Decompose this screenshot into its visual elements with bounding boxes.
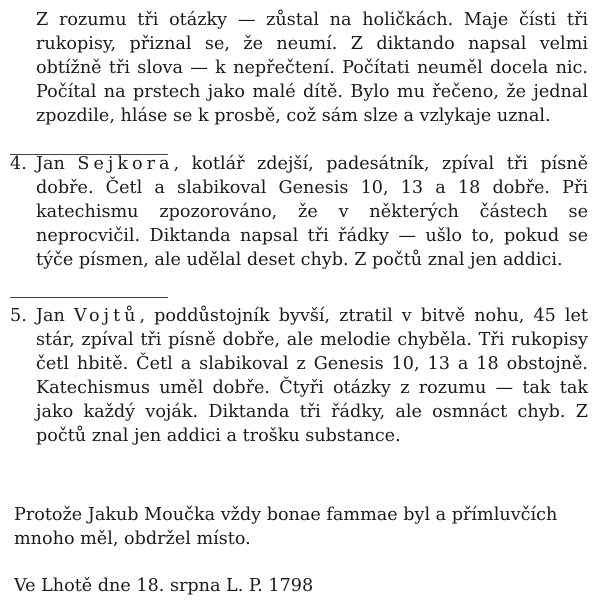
entry-body: [36, 304, 588, 448]
entry-text: , kotlář zdejší, padesátník, zpíval tři písně dobře. Četl a slabikoval Genesis 10, 13 a 18 dobře. Při katechismu zpozorováno, že v některých částech se neprocvičil. Diktanda napsal tři řádky — ušlo to, pokud se týče písmen, ale udělal deset chyb. Z počtů znal jen addici.: [36, 154, 589, 270]
dateline: Ve Lhotě dne 18. srpna L. P. 1798: [14, 576, 314, 596]
intro-paragraph: Z rozumu tři otázky — zůstal na holičkách. Maje čísti tři rukopisy, přiznal se, že neumí. Z diktando napsal velmi obtížně tři slova — k nepřečtení. Počítati neuměl docela nic. Počítal na prstech jako malé dítě. Bylo mu řečeno, že jednal zpozdile, hláse se k prosbě, což sám slze a vzlykaje uznal.: [36, 10, 588, 126]
section-divider: [10, 297, 168, 298]
entry-first-name: Jan: [36, 306, 65, 326]
entry-surname: Sejkora: [77, 154, 174, 174]
entry-first-name: Jan: [36, 154, 65, 174]
entry-text: , poddůstojník byvší, ztratil v bitvě nohu, 45 let stár, zpíval tři písně dobře, ale melodie chyběla. Tři rukopisy četl hbitě. Četl a slabikoval z Genesis 10, 13 a 18 obstojně. Katechismus uměl dobře. Čtyři otázky z rozumu — tak tak jako každý voják. Diktanda tři řádky, ale osmnáct chyb. Z počtů znal jen addici a trošku substance.: [36, 306, 589, 446]
entry-surname: Vojtů: [73, 306, 140, 326]
closing-paragraph: Protože Jakub Moučka vždy bonae fammae byl a přímluvčích mnoho měl, obdržel místo.: [14, 505, 558, 549]
entry-number: 4.: [10, 154, 27, 174]
entry-body: [36, 152, 588, 272]
entry-number: 5.: [10, 306, 27, 326]
